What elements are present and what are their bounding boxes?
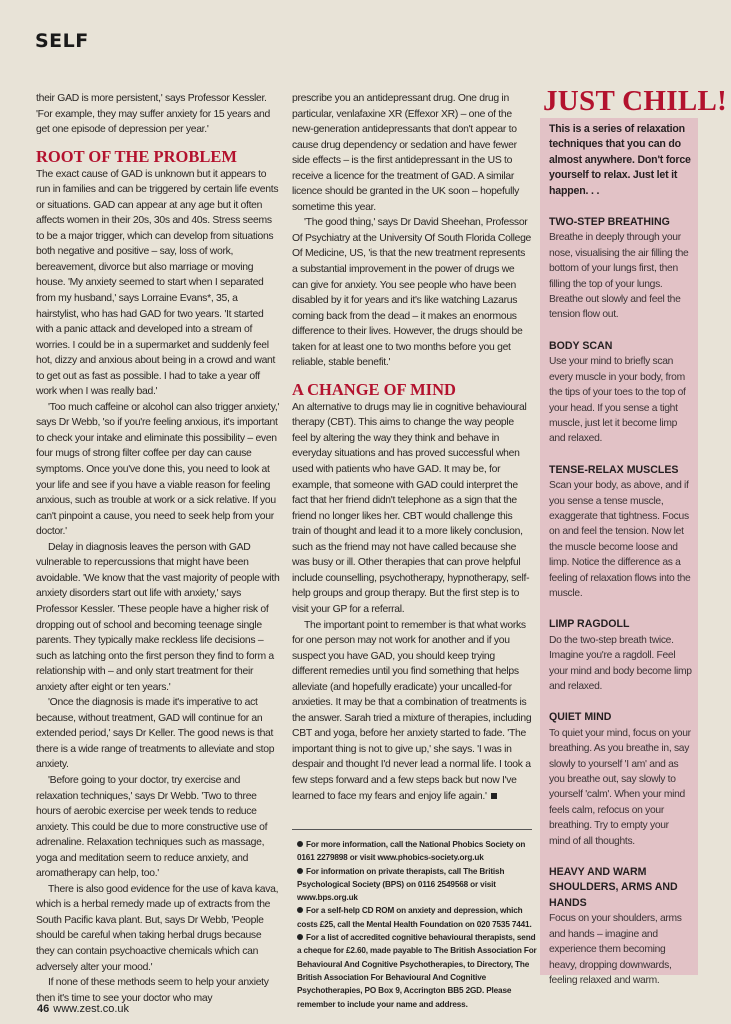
paragraph: 'Too much caffeine or alcohol can also trigger anxiety,' says Dr Webb, 'so if you're feeling anxious, it's important to check your intake and eliminate this possibility – even four mugs of strong filter coffee per day can cause symptoms. Once you've done this, you need to look at your life and see if you have a viable reason for feeling anxious, such as trouble at work or a sick relative. If you can't pinpoint a cause, you need to seek help from your doctor.' bbox=[36, 401, 280, 538]
page-number: 46 bbox=[37, 1003, 50, 1015]
technique-heading: TWO-STEP BREATHING bbox=[549, 216, 670, 229]
note-text: For a self-help CD ROM on anxiety and depression, which costs £25, call the Mental Health Foundation on 020 7535 7441. bbox=[297, 906, 532, 929]
technique-heading: LIMP RAGDOLL bbox=[549, 618, 630, 631]
paragraph bbox=[292, 618, 532, 805]
note-text: For more information, call the National Phobics Society on 0161 2279898 or visit www.phobics-society.org.uk bbox=[297, 840, 526, 863]
info-notes bbox=[297, 838, 537, 1011]
article-column-1 bbox=[36, 91, 282, 1006]
technique-text: Scan your body, as above, and if you sense a tense muscle, exaggerate that tightness. Focus on and feel the tension. Now let the muscle become loose and limp. Notice the difference as a feeling of relaxation flows into the muscle. bbox=[549, 480, 691, 599]
page-footer bbox=[37, 1003, 129, 1015]
paragraph: 'The good thing,' says Dr David Sheehan, Professor Of Psychiatry at the University Of South Florida College Of Medicine, US, 'is that the new treatment represents a substantial improvement in the power of drugs we can give for anxiety. You see people who have been disabled by it for years and it's like watching Lazarus coming back from the dead – it makes an enormous difference to their lives. However, the drugs should be taken for at least one to two months before you get reliable, stable benefit.' bbox=[292, 217, 532, 369]
technique-text: To quiet your mind, focus on your breathing. As you breathe in, say slowly to yourself 'I am' and as you breathe out, say slowly to yourself 'calm'. When your mind feels calm, refocus on your breathing. Try to empty your mind of all thoughts. bbox=[549, 727, 691, 847]
paragraph: their GAD is more persistent,' says Professor Kessler. 'For example, they may suffer anxiety for 15 years and get one episode of depression per year.' bbox=[36, 93, 270, 136]
technique-text: Focus on your shoulders, arms and hands – imagine and experience them becoming heavy, dropping downwards, feeling relaxed and warm. bbox=[549, 913, 682, 986]
subheading-a-change-of-mind: A CHANGE OF MIND bbox=[292, 379, 456, 399]
section-tag: SELF bbox=[35, 30, 89, 52]
sidebar-title: JUST CHILL! bbox=[543, 85, 728, 117]
article-column-2 bbox=[292, 91, 532, 804]
note-item bbox=[297, 838, 537, 865]
technique-text: Use your mind to briefly scan every muscle in your body, from the tips of your toes to the top of your head. If you sense a tight muscle, just let it become limp and relaxed. bbox=[549, 356, 686, 445]
paragraph: Delay in diagnosis leaves the person with GAD vulnerable to repercussions that might have been avoidable. 'We know that the vast majority of people with anxiety disorders start out life with anxiety,' says Professor Kessler. 'These people have a higher risk of dropping out of school and becoming teenage single parents. They typically make reckless life decisions – such as latching onto the first person they find to form a relationship with – and only start treatment for their anxiety after eight or ten years.' bbox=[36, 541, 280, 693]
paragraph: If none of these methods seem to help your anxiety then it's time to see your doctor who may bbox=[36, 977, 269, 1004]
paragraph: 'Once the diagnosis is made it's imperative to act because, without treatment, GAD will continue for an extended period,' says Dr Keller. The good news is that there is a wide range of treatments to alleviate and stop anxiety. bbox=[36, 697, 275, 771]
technique-text: Do the two-step breath twice. Imagine you're a ragdoll. Feel your mind and body become limp and relaxed. bbox=[549, 634, 692, 692]
paragraph: An alternative to drugs may lie in cognitive behavioural therapy (CBT). This aims to change the way people feel by altering the way they think and behave in everyday situations and has proved successful when used with patients who have GAD. It may be, for example, that someone with GAD could interpret the fact that her friend didn't telephone as a sign that the friend no longer likes her. CBT would challenge this train of thought and lead it to a more likely conclusion, such as the friend may not have called because she was busy or ill. Other therapies that can prove helpful include counselling, psychotherapy, hypnotherapy, self-help groups and group therapy. But the first step is to visit your GP for a referral. bbox=[292, 401, 530, 615]
note-item bbox=[297, 865, 537, 905]
divider bbox=[292, 829, 532, 830]
paragraph: The exact cause of GAD is unknown but it appears to run in families and can be triggered by certain life events or situations. GAD can appear at any age but it often affects women in their 20s, 30s and 40s. Stress seems to be a major trigger, which can develop from situations both negative and positive – say, loss of work, bereavement, divorce but also marriage or moving house. 'My anxiety seemed to start when I separated from my husband,' says Lorraine Evans*, 35, a hairstylist, who has had GAD for two years. 'It started with a panic attack and developed into a stream of worries. I could be in a supermarket and suddenly feel hot, dizzy and anxious about being in a crowd and want to get out as fast as possible. I had to take a year off work when I was really bad.' bbox=[36, 168, 279, 398]
paragraph: 'Before going to your doctor, try exercise and relaxation techniques,' says Dr Webb. 'Two to three hours of aerobic exercise per week tends to reduce anxiety. This could be due to more constructive use of adrenaline. Relaxation techniques such as massage, yoga and meditation seem to reduce anxiety, and aromatherapy can help, too.' bbox=[36, 774, 268, 880]
note-text: For information on private therapists, call The British Psychological Society (BPS) on 0116 2549568 or visit www.bps.org.uk bbox=[297, 866, 505, 903]
technique-heading: TENSE-RELAX MUSCLES bbox=[549, 463, 679, 476]
paragraph-text: The important point to remember is that what works for one person may not work for another and if you suspect you have GAD, you should keep trying different remedies until you find something that helps alleviate (and hopefully eradicate) your uncalled-for anxieties. It may be that a combination of treatments is the answer. Sarah tried a mixture of therapies, including CBT and yoga, before her anxiety started to fade. 'The important thing is not to give up,' she says. 'I was in despair and thought I'd never lead a normal life. I took a few steps forward and a few steps back but now I've learned to face my fears and enjoy life again.' bbox=[292, 619, 532, 802]
note-item bbox=[297, 904, 537, 931]
end-mark-icon bbox=[491, 793, 497, 799]
technique-heading: BODY SCAN bbox=[549, 339, 613, 352]
note-text: For a list of accredited cognitive behavioural therapists, send a cheque for £2.60, made payable to The British Association For Behavioural And Cognitive Psychotherapies, to Directory, The British Association For Behavioural And Cognitive Psychotherapies, PO Box 9, Accrington BB5 2GD. Please remember to include your name and address. bbox=[297, 933, 537, 1009]
bullet-icon bbox=[297, 934, 303, 940]
paragraph: There is also good evidence for the use of kava kava, which is a herbal remedy made up of extracts from the South Pacific kava plant. But, says Dr Webb, 'People should be careful when taking herbal drugs because they can contain psychoactive chemicals which can adversely alter your mood.' bbox=[36, 883, 279, 973]
note-item bbox=[297, 931, 537, 1011]
technique-text: Breathe in deeply through your nose, visualising the air filling the bottom of your lungs first, then filling the top of your lungs. Breathe out slowly and feel the tension flow out. bbox=[549, 232, 689, 321]
bullet-icon bbox=[297, 907, 303, 913]
footer-url: www.zest.co.uk bbox=[53, 1003, 130, 1015]
technique-heading: HEAVY AND WARM SHOULDERS, ARMS AND HANDS bbox=[549, 866, 678, 909]
bullet-icon bbox=[297, 841, 303, 847]
technique-heading: QUIET MIND bbox=[549, 711, 612, 724]
bullet-icon bbox=[297, 868, 303, 874]
relaxation-sidebar bbox=[540, 118, 698, 986]
sidebar-intro: This is a series of relaxation techniques that you can do almost anywhere. Don't force yourself to relax. Just let it happen. . . bbox=[549, 123, 691, 197]
subheading-root-of-the-problem: ROOT OF THE PROBLEM bbox=[36, 146, 237, 166]
paragraph: prescribe you an antidepressant drug. One drug in particular, venlafaxine XR (Effexor XR) – one of the new-generation antidepressants that don't appear to cause drug dependency or sedation and have fewer side effects – is the first antidepressant in the US to receive a licence for the treatment of GAD. A similar licence should be granted in the UK soon – hopefully sometime this year. bbox=[292, 93, 520, 213]
